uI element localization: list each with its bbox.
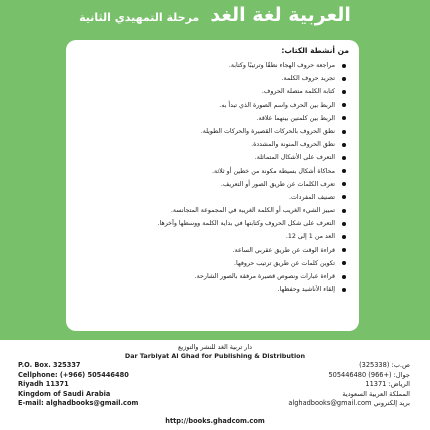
- bullet-icon: [342, 235, 346, 239]
- bullet-icon: [342, 143, 346, 147]
- bullet-icon: [342, 77, 346, 81]
- list-item: [74, 283, 349, 296]
- bullet-icon: [342, 209, 346, 213]
- po-box-ar: ص.ب: (325338): [359, 361, 410, 369]
- list-item-text: تمييز الشيء الغريب أو الكلمة الغريبة في المجموعة المتجانسة.: [170, 207, 335, 215]
- list-item: [74, 191, 349, 204]
- list-item: [74, 72, 349, 85]
- list-item-text: التعرف على شكل الحروف وكتابتها في بداية الكلمة ووسطها وآخرها.: [157, 220, 335, 228]
- po-box: P.O. Box. 325337: [18, 361, 81, 369]
- country: Kingdom of Saudi Arabia: [18, 389, 111, 398]
- bullet-icon: [342, 261, 346, 265]
- cellphone-ar: جوال: (+966) 505446480: [328, 370, 410, 379]
- list-item: [74, 244, 349, 257]
- activities-list: [74, 59, 349, 296]
- activities-content: [74, 45, 349, 296]
- list-item: [74, 204, 349, 217]
- country-ar: المملكة العربية السعودية: [342, 389, 410, 398]
- list-item: [74, 217, 349, 230]
- publisher-footer: [0, 340, 430, 430]
- list-item-text: تجريد حروف الكلمة.: [281, 75, 335, 83]
- email: E-mail: alghadbooks@gmail.com: [18, 399, 139, 408]
- email-ar: بريد إلكتروني alghadbooks@gmail.com: [288, 399, 410, 408]
- bullet-icon: [342, 182, 346, 186]
- list-item: [74, 85, 349, 98]
- list-item: [74, 112, 349, 125]
- book-title: العربية لغة الغد: [210, 4, 351, 26]
- bullet-icon: [342, 169, 346, 173]
- book-title-bar: [60, 4, 370, 36]
- bullet-icon: [342, 222, 346, 226]
- list-item-text: التعرف على الأشكال المتماثلة.: [254, 154, 335, 162]
- list-item-text: إلقاء الأناشيد وحفظها.: [277, 286, 335, 294]
- book-subtitle: مرحلة التمهيدي الثانية: [79, 11, 200, 24]
- list-item-text: الربط بين الحرف واسم الصورة الذي تبدأ به.: [219, 101, 335, 109]
- bullet-icon: [342, 90, 346, 94]
- list-item: [74, 125, 349, 138]
- list-item: [74, 59, 349, 72]
- list-item-text: تعرف الكلمات عن طريق الصور أو التعريف.: [220, 180, 335, 188]
- bullet-icon: [342, 64, 346, 68]
- list-item-text: كتابة الكلمة متصلة الحروف.: [261, 88, 335, 96]
- list-item: [74, 178, 349, 191]
- publisher-name-english: Dar Tarbiyat Al Ghad for Publishing & Distribution: [124, 352, 306, 360]
- city: Riyadh 11371: [18, 380, 69, 389]
- list-item-text: نطق الحروف بالحركات القصيرة والحركات الطويلة.: [200, 127, 335, 135]
- bullet-icon: [342, 288, 346, 292]
- bullet-icon: [342, 130, 346, 134]
- list-item: [74, 270, 349, 283]
- list-item-text: قراءة الوقت عن طريق عقربي الساعة.: [232, 246, 335, 254]
- bullet-icon: [342, 195, 346, 199]
- list-item-text: قراءة عبارات ونصوص قصيرة مرفقة بالصور الشارحة.: [194, 273, 335, 280]
- list-item: [74, 257, 349, 270]
- website-link[interactable]: http://books.ghadcom.com: [165, 417, 265, 425]
- list-item-text: مراجعة حروف الهجاء نطقًا وترتيبًا وكتابة.: [228, 62, 335, 69]
- list-item: [74, 230, 349, 243]
- bullet-icon: [342, 156, 346, 160]
- list-item-text: نطق الحروف المنونة والمشددة.: [251, 141, 335, 149]
- contact-arabic: [250, 361, 410, 409]
- list-item-text: تكوين كلمات عن طريق ترتيب حروفها.: [234, 259, 335, 267]
- bullet-icon: [342, 116, 346, 120]
- activities-panel: [66, 40, 359, 331]
- city-ar: الرياض: 11371: [365, 380, 410, 389]
- list-item-text: تصنيف المفردات.: [289, 193, 335, 201]
- list-item: [74, 138, 349, 151]
- bullet-icon: [342, 275, 346, 279]
- list-item-text: الربط بين كلمتين بينهما علاقة.: [256, 114, 335, 122]
- publisher-name-arabic: دار تربية الغد للنشر والتوزيع: [178, 343, 252, 351]
- contact-english: [18, 361, 178, 409]
- bullet-icon: [342, 103, 346, 107]
- list-item-text: العد من 1 إلى 12.: [285, 233, 335, 241]
- activities-heading: من أنشطة الكتاب:: [281, 46, 349, 55]
- cellphone: Cellphone: (+966) 505446480: [18, 370, 129, 379]
- bullet-icon: [342, 248, 346, 252]
- list-item: [74, 99, 349, 112]
- list-item: [74, 165, 349, 178]
- list-item-text: محاكاة أشكال بسيطة مكونة من خطين أو ثلاثة.: [212, 167, 335, 175]
- list-item: [74, 151, 349, 164]
